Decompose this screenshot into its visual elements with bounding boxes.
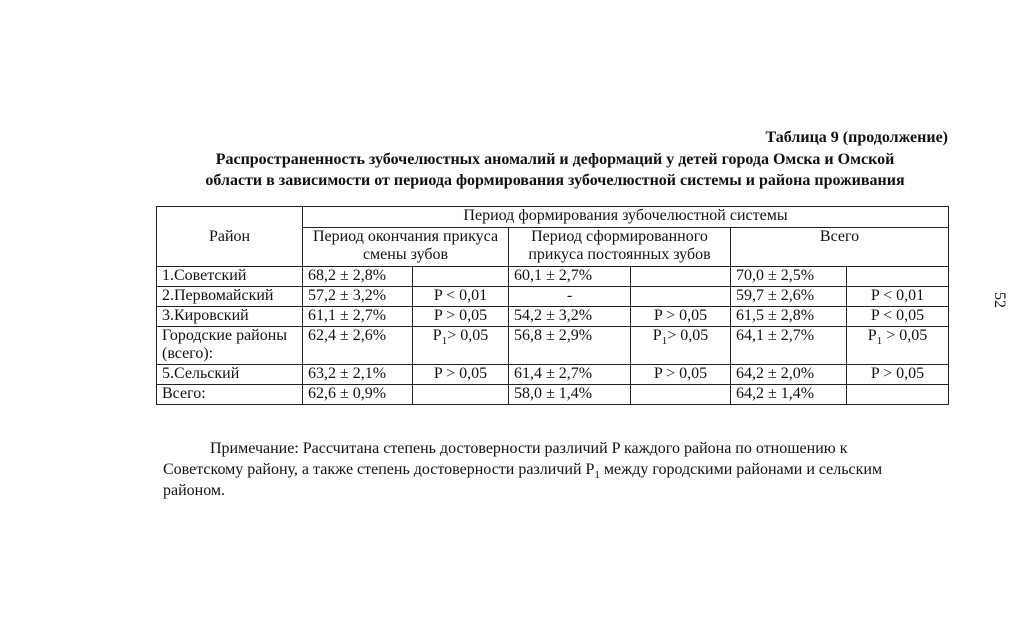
cell-district: Всего: bbox=[157, 385, 303, 405]
table-row bbox=[157, 287, 949, 307]
cell-p: P < 0,05 bbox=[847, 307, 949, 327]
cell-district: 1.Советский bbox=[157, 267, 303, 287]
cell-value: 60,1 ± 2,7% bbox=[509, 267, 631, 287]
cell-p bbox=[631, 267, 731, 287]
cell-p: P > 0,05 bbox=[631, 365, 731, 385]
cell-value: 59,7 ± 2,6% bbox=[731, 287, 847, 307]
cell-value: 70,0 ± 2,5% bbox=[731, 267, 847, 287]
cell-value: 62,6 ± 0,9% bbox=[303, 385, 413, 405]
note-line-1: Примечание: Рассчитана степень достоверности различий P каждого района по отношению к bbox=[210, 440, 848, 457]
cell-p bbox=[631, 287, 731, 307]
cell-value: 56,8 ± 2,9% bbox=[509, 327, 631, 365]
cell-p: P > 0,05 bbox=[847, 365, 949, 385]
note-line-2: Советскому району, а также степень достоверности различий $P_1$ между городскими районами и сельским bbox=[163, 461, 883, 482]
cell-p: P < 0,01 bbox=[847, 287, 949, 307]
table-row bbox=[157, 385, 949, 405]
cell-value: 64,2 ± 1,4% bbox=[731, 385, 847, 405]
table-row bbox=[157, 267, 949, 287]
cell-district: 5.Сельский bbox=[157, 365, 303, 385]
header-col-3: Всего bbox=[731, 228, 949, 267]
table-row bbox=[157, 365, 949, 385]
table-label: Таблица 9 (продолжение) bbox=[765, 129, 948, 146]
cell-p: P > 0,05 bbox=[413, 365, 509, 385]
cell-p bbox=[847, 385, 949, 405]
cell-p: $P_1> 0,05$ bbox=[631, 327, 731, 365]
cell-value: 64,1 ± 2,7% bbox=[731, 327, 847, 365]
title-line-2: области в зависимости от периода формирования зубочелюстной системы и района проживания bbox=[205, 172, 905, 189]
table-row bbox=[157, 327, 949, 365]
cell-district: 3.Кировский bbox=[157, 307, 303, 327]
cell-p: $P_1> 0,05$ bbox=[413, 327, 509, 365]
data-table bbox=[156, 206, 949, 405]
table-row bbox=[157, 307, 949, 327]
cell-p bbox=[847, 267, 949, 287]
cell-p bbox=[631, 385, 731, 405]
table-title bbox=[160, 149, 950, 191]
page-number: 52 bbox=[991, 292, 1008, 308]
cell-value: 57,2 ± 3,2% bbox=[303, 287, 413, 307]
cell-value: 58,0 ± 1,4% bbox=[509, 385, 631, 405]
header-col-1: Период окончания прикуса смены зубов bbox=[303, 228, 509, 267]
cell-p: $P_1 > 0,05$ bbox=[847, 327, 949, 365]
cell-p bbox=[413, 385, 509, 405]
cell-value: 63,2 ± 2,1% bbox=[303, 365, 413, 385]
header-period: Период формирования зубочелюстной системы bbox=[303, 207, 949, 228]
title-line-1: Распространенность зубочелюстных аномалий и деформаций у детей города Омска и Омской bbox=[215, 151, 895, 168]
table-header-row bbox=[157, 207, 949, 228]
cell-district: Городские районы (всего): bbox=[157, 327, 303, 365]
cell-value: 61,5 ± 2,8% bbox=[731, 307, 847, 327]
cell-district: 2.Первомайский bbox=[157, 287, 303, 307]
header-district: Район bbox=[157, 207, 303, 267]
header-col-2: Период сформированного прикуса постоянных зубов bbox=[509, 228, 731, 267]
cell-p: P > 0,05 bbox=[631, 307, 731, 327]
cell-value: - bbox=[509, 287, 631, 307]
note-line-3: районом. bbox=[163, 482, 226, 499]
cell-value: 62,4 ± 2,6% bbox=[303, 327, 413, 365]
cell-value: 64,2 ± 2,0% bbox=[731, 365, 847, 385]
cell-value: 54,2 ± 3,2% bbox=[509, 307, 631, 327]
cell-p bbox=[413, 267, 509, 287]
cell-value: 68,2 ± 2,8% bbox=[303, 267, 413, 287]
table-note bbox=[163, 438, 951, 501]
cell-value: 61,1 ± 2,7% bbox=[303, 307, 413, 327]
cell-value: 61,4 ± 2,7% bbox=[509, 365, 631, 385]
cell-p: P < 0,01 bbox=[413, 287, 509, 307]
cell-p: P > 0,05 bbox=[413, 307, 509, 327]
